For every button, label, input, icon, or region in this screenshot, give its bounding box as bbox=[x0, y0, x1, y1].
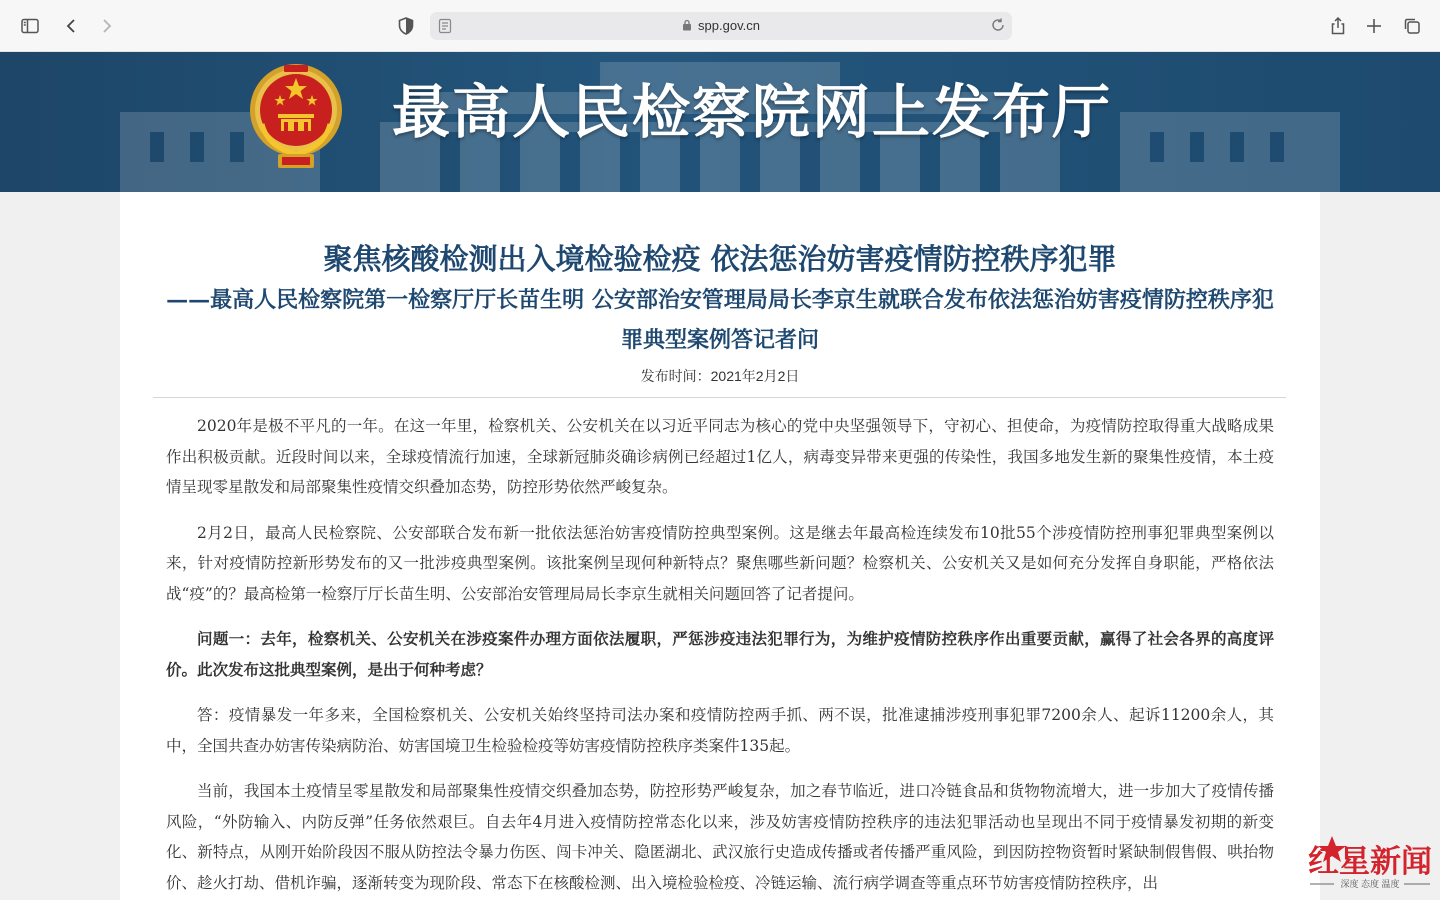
watermark-brand: 红星新闻 bbox=[1308, 844, 1432, 880]
lock-icon bbox=[682, 13, 692, 41]
title-divider bbox=[153, 397, 1286, 398]
article-panel bbox=[120, 192, 1320, 900]
article-title: 聚焦核酸检测出入境检验检疫 依法惩治妨害疫情防控秩序犯罪 bbox=[323, 242, 1117, 276]
banner-title: 最高人民检察院网上发布厅 bbox=[392, 78, 1113, 146]
paragraph: 当前，我国本土疫情呈零星散发和局部聚集性疫情交织叠加态势，防控形势严峻复杂，加之春节临近，进口冷链食品和货物物流增大，进一步加大了疫情传播风险，“外防输入、内防反弹”任务依然艰巨。自去年4月进入疫情防控常态化以来，涉及妨害疫情防控秩序的违法犯罪活动也呈现出不同于疫情暴发初期的新变化、新特点，从刚开始阶段因不服从防控法令暴力伤医、闯卡冲关、隐匿湖北、武汉旅行史造成传播或者传播严重风险，到因防控物资暂时紧缺制假售假、哄抬物价、趁火打劫、借机诈骗，逐渐转变为现阶段、常态下在核酸检测、出入境检验检疫、冷链运输、流行病学调查等重点环节妨害疫情防控秩序，出 bbox=[166, 782, 1274, 892]
sidebar-icon[interactable] bbox=[16, 12, 44, 40]
url-text[interactable]: spp.gov.cn bbox=[698, 18, 760, 33]
site-banner bbox=[0, 52, 1440, 192]
answer-paragraph: 答：疫情暴发一年多来，全国检察机关、公安机关始终坚持司法办案和疫情防控两手抓、两不误，批准逮捕涉疫刑事犯罪7200余人、起诉11200余人，其中，全国共查办妨害传染病防治、妨害国境卫生检验检疫等妨害疫情防控秩序类案件135起。 bbox=[166, 706, 1274, 755]
procuratorate-emblem-icon bbox=[248, 62, 344, 172]
watermark-tagline: 深度 态度 温度 bbox=[1340, 879, 1400, 889]
hongxing-news-watermark bbox=[1304, 832, 1436, 894]
tabs-icon[interactable] bbox=[1398, 12, 1426, 40]
address-bar[interactable] bbox=[430, 12, 1012, 40]
back-icon[interactable] bbox=[58, 12, 86, 40]
article-body bbox=[166, 411, 1274, 900]
article-subtitle: ——最高人民检察院第一检察厅厅长苗生明 公安部治安管理局局长李京生就联合发布依法惩治妨害疫情防控秩序犯罪典型案例答记者问 bbox=[166, 287, 1274, 353]
paragraph: 2020年是极不平凡的一年。在这一年里，检察机关、公安机关在以习近平同志为核心的党中央坚强领导下，守初心、担使命，为疫情防控取得重大战略成果作出积极贡献。近段时间以来，全球疫情流行加速，全球新冠肺炎确诊病例已经超过1亿人，病毒变异带来更强的传染性，我国多地发生新的聚集性疫情，本土疫情呈现零星散发和局部聚集性疫情交织叠加态势，防控形势依然严峻复杂。 bbox=[166, 417, 1274, 496]
reload-icon[interactable] bbox=[990, 17, 1006, 37]
share-icon[interactable] bbox=[1324, 12, 1352, 40]
forward-icon[interactable] bbox=[92, 12, 120, 40]
new-tab-icon[interactable] bbox=[1360, 12, 1388, 40]
paragraph: 2月2日，最高人民检察院、公安部联合发布新一批依法惩治妨害疫情防控典型案例。这是继去年最高检连续发布10批55个涉疫情防控刑事犯罪典型案例以来，针对疫情防控新形势发布的又一批涉疫典型案例。该批案例呈现何种新特点？聚焦哪些新问题？检察机关、公安机关又是如何充分发挥自身职能，严格依法战“疫”的？最高检第一检察厅厅长苗生明、公安部治安管理局局长李京生就相关问题回答了记者提问。 bbox=[166, 523, 1274, 603]
browser-toolbar bbox=[0, 0, 1440, 52]
shield-icon[interactable] bbox=[392, 12, 420, 40]
publish-date: 发布时间：2021年2月2日 bbox=[640, 368, 800, 384]
question-paragraph: 问题一：去年，检察机关、公安机关在涉疫案件办理方面依法履职，严惩涉疫违法犯罪行为，为维护疫情防控秩序作出重要贡献，赢得了社会各界的高度评价。此次发布这批典型案例，是出于何种考虑？ bbox=[166, 629, 1274, 679]
